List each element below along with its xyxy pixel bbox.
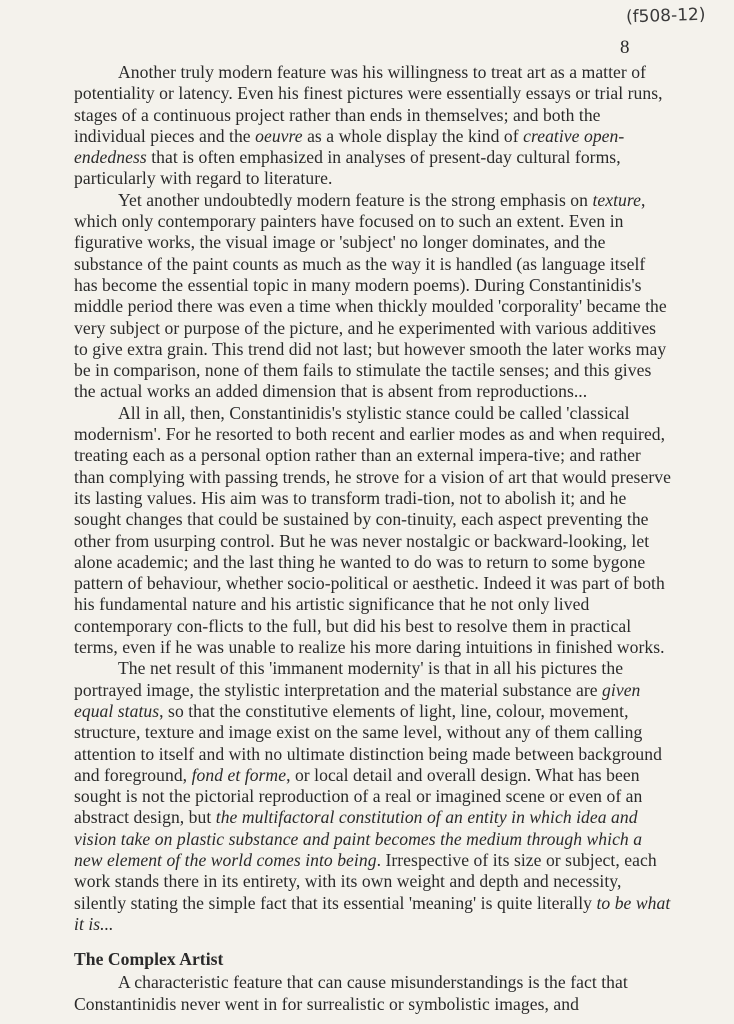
paragraph-5: A characteristic feature that can cause misunderstandings is the fact that Constantinidis never went in for surrealistic or symbolistic images, and xyxy=(74,972,628,1014)
handwritten-reference-annotation: (f508-12) xyxy=(625,4,706,28)
body-text xyxy=(74,62,672,1015)
paragraph-1: Another truly modern feature was his willingness to treat art as a matter of potentiality or latency. Even his finest pictures were essentially essays or trial runs, stages of a continuous project rather than ends in themselves; and both the individual pieces and the oeuvre as a whole display the kind of creative open-endedness that is often emphasized in analyses of present-day cultural forms, particularly with regard to literature. xyxy=(74,62,663,189)
page-number: 8 xyxy=(620,37,630,58)
section-heading: The Complex Artist xyxy=(74,949,224,970)
paragraph-4: The net result of this 'immanent modernity' is that in all his pictures the portrayed image, the stylistic interpretation and the material substance are given equal status, so that the constitutive elements of light, line, colour, movement, structure, texture and image exist on the same level, without any of them calling attention to itself and with no ultimate distinction being made between background and foreground, fond et forme, or local detail and overall design. What has been sought is not the pictorial reproduction of a real or imagined scene or even of an abstract design, but the multifactoral constitution of an entity in which idea and vision take on plastic substance and paint becomes the medium through which a new element of the world comes into being. Irrespective of its size or subject, each work stands there in its entirety, with its own weight and depth and necessity, silently stating the simple fact that its essential 'meaning' is quite literally to be what it is... xyxy=(74,658,671,934)
paragraph-3: All in all, then, Constantinidis's stylistic stance could be called 'classical modernism'. For he resorted to both recent and earlier modes as and when required, treating each as a personal option rather than an external impera-tive; and rather than complying with passing trends, he strove for a vision of art that would preserve its lasting values. His aim was to transform tradi-tion, not to abolish it; and he sought changes that could be sustained by con-tinuity, each aspect preventing the other from usurping control. But he was never nostalgic or backward-looking, let alone academic; and the last thing he wanted to do was to return to some bygone pattern of behaviour, whether socio-political or aesthetic. Indeed it was part of both his fundamental nature and his artistic significance that he not only lived contemporary con-flicts to the full, but did his best to resolve them in practical terms, even if he was unable to realize his more daring intuitions in finished works. xyxy=(74,402,671,658)
paragraph-2: Yet another undoubtedly modern feature is the strong emphasis on texture, which only contemporary painters have focused on to such an extent. Even in figurative works, the visual image or 'subject' no longer dominates, and the substance of the paint counts as much as the way it is handled (as language itself has become the essential topic in many modern poems). During Constantinidis's middle period there was even a time when thickly moulded 'corporality' became the very subject or purpose of the picture, and he experimented with various additives to give extra grain. This trend did not last; but however smooth the later works may be in comparison, none of them fails to stimulate the tactile senses; and this gives the actual works an added dimension that is absent from reproductions... xyxy=(74,189,667,402)
